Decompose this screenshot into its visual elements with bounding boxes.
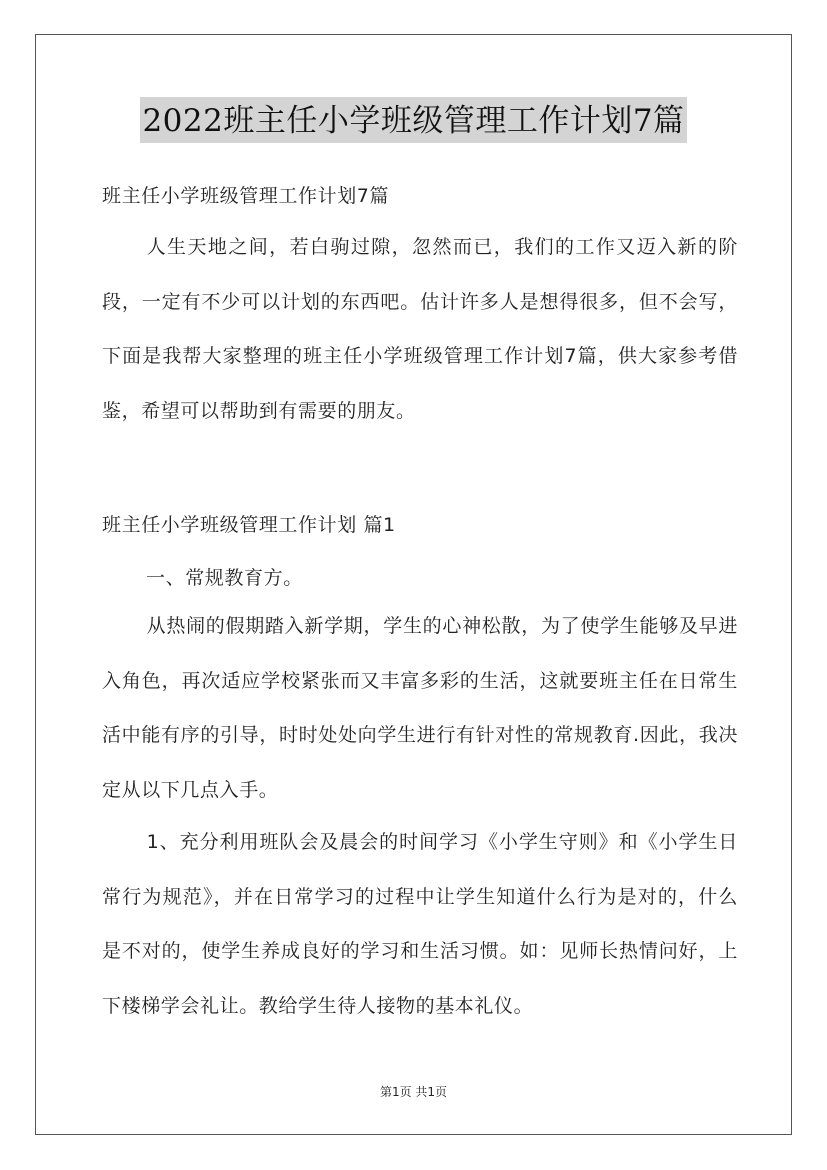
title-container [0,97,827,143]
section-heading: 班主任小学班级管理工作计划 篇1 [102,514,396,536]
document-title: 2022班主任小学班级管理工作计划7篇 [140,97,686,143]
item-heading: 一、常规教育方。 [146,567,303,589]
intro-paragraph: 人生天地之间，若白驹过隙，忽然而已，我们的工作又迈入新的阶段，一定有不少可以计划的东西吧。估计许多人是想得很多，但不会写，下面是我帮大家整理的班主任小学班级管理工作计划7篇，供大家参考借鉴，希望可以帮助到有需要的朋友。 [102,236,738,422]
page-footer: 第1页 共1页 [379,1085,448,1099]
body-paragraph-1: 从热闹的假期踏入新学期，学生的心神松散，为了使学生能够及早进入角色，再次适应学校紧张而又丰富多彩的生活，这就要班主任在日常生活中能有序的引导，时时处处向学生进行有针对性的常规教育.因此，我决定从以下几点入手。 [102,615,738,801]
body-paragraph-2: 1、充分利用班队会及晨会的时间学习《小学生守则》和《小学生日常行为规范》，并在日常学习的过程中让学生知道什么行为是对的，什么是不对的，使学生养成良好的学习和生活习惯。如：见师长热情问好，上下楼梯学会礼让。教给学生待人接物的基本礼仪。 [102,831,738,1017]
document-subtitle: 班主任小学班级管理工作计划7篇 [102,185,390,207]
